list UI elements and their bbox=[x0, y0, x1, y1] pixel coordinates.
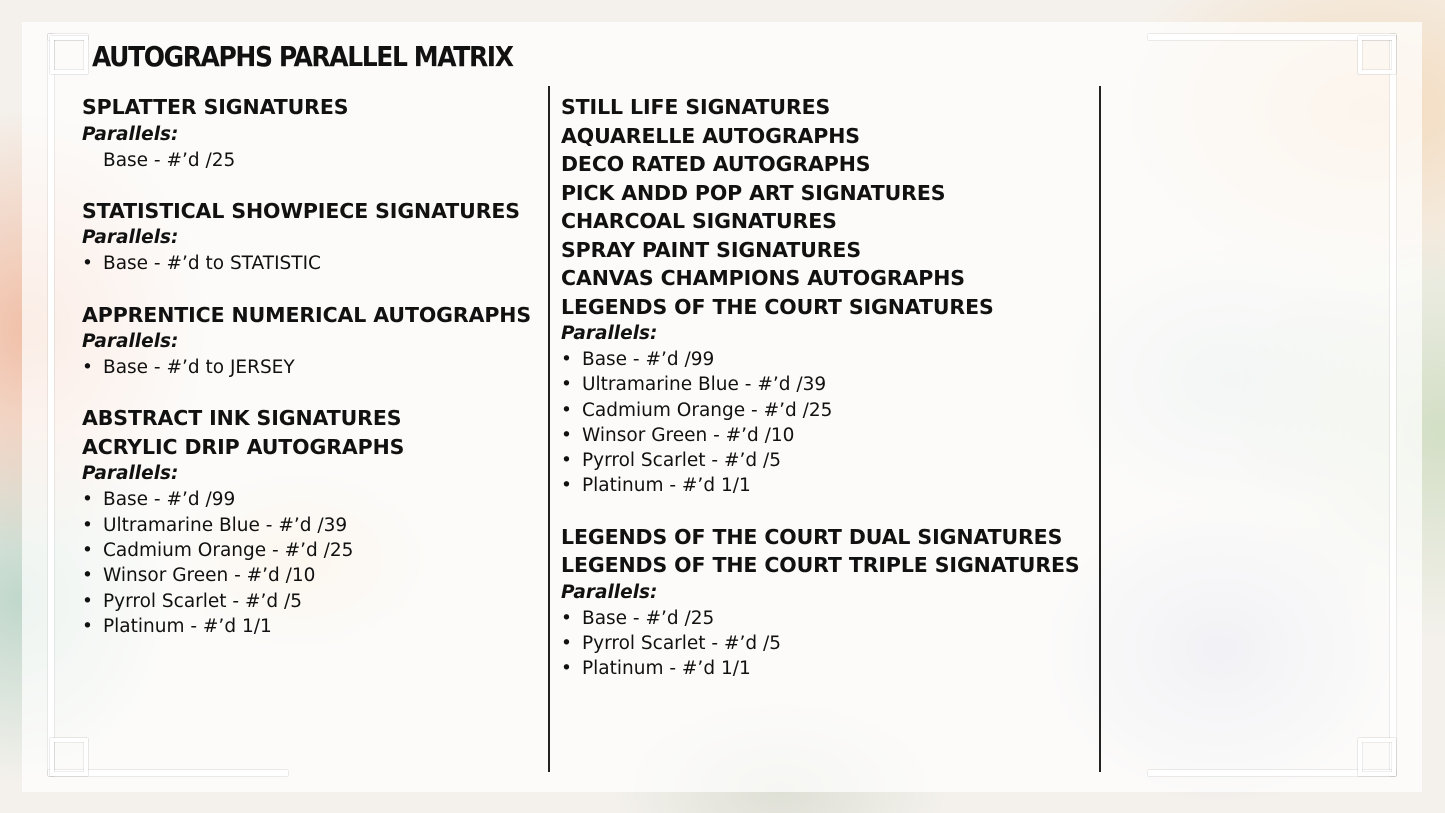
matrix-column-left bbox=[82, 93, 542, 639]
parallel-text: Base - #’d to JERSEY bbox=[103, 357, 295, 379]
parallel-text: Ultramarine Blue - #’d /39 bbox=[582, 374, 827, 396]
set-heading: ACRYLIC DRIP AUTOGRAPHS bbox=[82, 434, 405, 459]
parallel-text: Base - #’d /25 bbox=[582, 607, 715, 629]
set-heading: PICK ANDD POP ART SIGNATURES bbox=[561, 180, 946, 205]
set-heading: SPRAY PAINT SIGNATURES bbox=[561, 237, 862, 262]
bullet-icon: • bbox=[82, 565, 93, 587]
parallel-text: Winsor Green - #’d /10 bbox=[582, 424, 795, 446]
set-heading: DECO RATED AUTOGRAPHS bbox=[561, 152, 871, 176]
bullet-icon: • bbox=[82, 514, 93, 536]
list-item bbox=[82, 148, 542, 173]
set-heading: STATISTICAL SHOWPIECE SIGNATURES bbox=[82, 198, 520, 223]
parallel-text: Cadmium Orange - #’d /25 bbox=[103, 539, 354, 561]
column-divider bbox=[548, 86, 550, 772]
set-heading: CANVAS CHAMPIONS AUTOGRAPHS bbox=[561, 266, 965, 290]
parallel-list bbox=[82, 251, 542, 276]
parallel-text: Platinum - #’d 1/1 bbox=[582, 658, 751, 680]
parallel-text: Winsor Green - #’d /10 bbox=[103, 565, 316, 587]
bullet-icon: • bbox=[82, 489, 93, 511]
bullet-icon: • bbox=[82, 590, 93, 612]
bullet-icon: • bbox=[561, 607, 572, 629]
parallel-list bbox=[82, 487, 542, 639]
parallels-label: Parallels: bbox=[82, 123, 179, 145]
matrix-column-right bbox=[561, 93, 1091, 682]
bullet-icon: • bbox=[561, 658, 572, 680]
list-item bbox=[82, 563, 542, 588]
list-item bbox=[82, 487, 542, 512]
parallels-label: Parallels: bbox=[561, 323, 658, 344]
list-item bbox=[561, 347, 1091, 372]
list-item bbox=[561, 631, 1091, 656]
parallel-text: Platinum - #’d 1/1 bbox=[103, 615, 272, 637]
list-item bbox=[561, 473, 1091, 498]
set-heading: STILL LIFE SIGNATURES bbox=[561, 95, 831, 119]
set-section bbox=[561, 93, 1091, 499]
set-heading: LEGENDS OF THE COURT TRIPLE SIGNATURES bbox=[561, 553, 1080, 578]
list-item bbox=[561, 423, 1091, 448]
parallel-text: Base - #’d /25 bbox=[103, 149, 236, 171]
set-section bbox=[82, 404, 542, 639]
parallel-text: Pyrrol Scarlet - #’d /5 bbox=[582, 633, 782, 655]
set-heading: APPRENTICE NUMERICAL AUTOGRAPHS bbox=[82, 302, 532, 327]
parallel-list bbox=[82, 148, 542, 173]
parallel-text: Base - #’d to STATISTIC bbox=[103, 253, 321, 275]
list-item bbox=[82, 538, 542, 563]
bullet-icon: • bbox=[561, 424, 572, 446]
list-item bbox=[82, 251, 542, 276]
parallels-label: Parallels: bbox=[82, 463, 179, 485]
list-item bbox=[82, 355, 542, 380]
list-item bbox=[561, 448, 1091, 473]
bullet-icon: • bbox=[82, 539, 93, 561]
parallel-list bbox=[561, 606, 1091, 682]
column-divider bbox=[1099, 86, 1101, 772]
set-heading: LEGENDS OF THE COURT SIGNATURES bbox=[561, 294, 994, 319]
set-section bbox=[82, 93, 542, 173]
bullet-icon: • bbox=[82, 615, 93, 637]
parallel-text: Cadmium Orange - #’d /25 bbox=[582, 399, 833, 421]
parallel-text: Base - #’d /99 bbox=[103, 489, 236, 511]
parallels-label: Parallels: bbox=[561, 581, 658, 603]
parallels-label: Parallels: bbox=[82, 227, 179, 249]
set-section bbox=[561, 523, 1091, 682]
list-item bbox=[561, 656, 1091, 681]
list-item bbox=[561, 398, 1091, 423]
bullet-icon: • bbox=[561, 349, 572, 370]
parallel-text: Ultramarine Blue - #’d /39 bbox=[103, 514, 348, 536]
set-section bbox=[82, 197, 542, 277]
set-heading: LEGENDS OF THE COURT DUAL SIGNATURES bbox=[561, 524, 1063, 549]
bullet-icon: • bbox=[561, 399, 572, 421]
set-heading: SPLATTER SIGNATURES bbox=[82, 95, 349, 119]
set-heading: ABSTRACT INK SIGNATURES bbox=[82, 406, 402, 431]
bullet-icon: • bbox=[561, 374, 572, 396]
set-heading: CHARCOAL SIGNATURES bbox=[561, 209, 837, 233]
parallel-text: Pyrrol Scarlet - #’d /5 bbox=[582, 450, 782, 472]
set-section bbox=[82, 301, 542, 381]
parallel-list bbox=[561, 347, 1091, 499]
bullet-icon: • bbox=[561, 475, 572, 497]
parallel-text: Pyrrol Scarlet - #’d /5 bbox=[103, 590, 303, 612]
list-item bbox=[82, 513, 542, 538]
parallels-label: Parallels: bbox=[82, 331, 179, 353]
page-title: AUTOGRAPHS PARALLEL MATRIX bbox=[92, 40, 513, 73]
parallel-list bbox=[82, 355, 542, 380]
list-item bbox=[82, 614, 542, 639]
list-item bbox=[561, 606, 1091, 631]
parallel-text: Platinum - #’d 1/1 bbox=[582, 475, 751, 497]
list-item bbox=[82, 589, 542, 614]
bullet-icon: • bbox=[82, 253, 93, 275]
bullet-icon: • bbox=[561, 633, 572, 655]
bullet-icon: • bbox=[561, 450, 572, 472]
list-item bbox=[561, 372, 1091, 397]
parallel-text: Base - #’d /99 bbox=[582, 349, 715, 370]
bullet-icon: • bbox=[82, 357, 93, 379]
set-heading: AQUARELLE AUTOGRAPHS bbox=[561, 123, 860, 148]
